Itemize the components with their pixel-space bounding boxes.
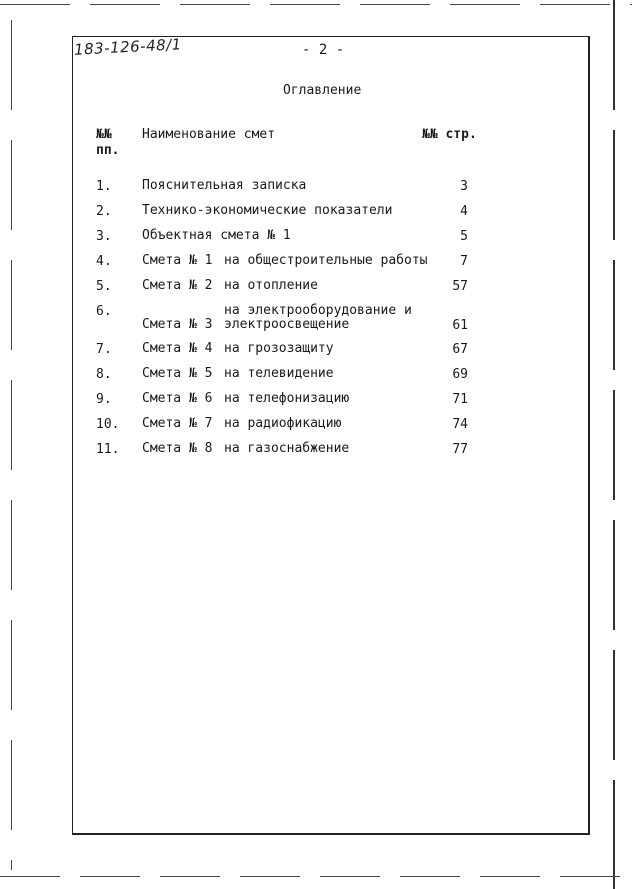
item-page: 57 [452, 279, 468, 294]
item-name [142, 342, 334, 356]
item-number: 11. [96, 442, 120, 457]
item-number: 6. [96, 304, 112, 319]
item-page: 71 [452, 392, 468, 407]
item-page: 5 [460, 229, 468, 244]
item-page: 67 [452, 342, 468, 357]
page-number: - 2 - [302, 42, 345, 58]
list-item [0, 179, 632, 205]
item-number: 4. [96, 254, 112, 269]
item-name [142, 392, 349, 406]
list-item [0, 229, 632, 255]
item-page: 77 [452, 442, 468, 457]
scan-edge-bottom [0, 876, 632, 877]
item-number: 3. [96, 229, 112, 244]
scan-edge-top [0, 4, 632, 5]
item-number: 9. [96, 392, 112, 407]
page-title: Оглавление [283, 83, 362, 98]
list-item [0, 442, 632, 468]
estimate-subject: на радиофикацию [224, 416, 342, 431]
estimate-label: Смета № 5 [142, 366, 213, 381]
item-page: 3 [460, 179, 468, 194]
estimate-label: Смета № 7 [142, 416, 213, 431]
list-item [0, 303, 632, 333]
item-name [142, 279, 318, 293]
estimate-subject: на телевидение [224, 366, 334, 381]
estimate-label: Смета № 2 [142, 278, 213, 293]
item-number: 2. [96, 204, 112, 219]
header-name: Наименование смет [142, 127, 276, 142]
item-name [142, 417, 341, 431]
item-page: 7 [460, 254, 468, 269]
document-code: 183-126-48/1 [73, 35, 183, 59]
estimate-subject: на грозозащиту [224, 341, 334, 356]
estimate-subject: на общестроительные работы [224, 253, 428, 268]
item-name: Объектная смета № 1 [142, 228, 291, 243]
list-item [0, 204, 632, 230]
list-item [0, 254, 632, 280]
item-number: 1. [96, 179, 112, 194]
item-name [142, 304, 412, 332]
list-item [0, 279, 632, 305]
item-page: 69 [452, 367, 468, 382]
estimate-subject: на отопление [224, 278, 318, 293]
item-page: 74 [452, 417, 468, 432]
item-number: 7. [96, 342, 112, 357]
item-name: Пояснительная записка [142, 178, 307, 193]
item-number: 5. [96, 279, 112, 294]
item-number: 8. [96, 367, 112, 382]
estimate-subject: на газоснабжение [224, 441, 350, 456]
item-number: 10. [96, 417, 120, 432]
list-item [0, 417, 632, 443]
header-number: №№ пп. [96, 127, 120, 158]
item-name [142, 367, 334, 381]
item-page: 4 [460, 204, 468, 219]
estimate-label: Смета № 8 [142, 441, 213, 456]
estimate-subject: на электрооборудование и электроосвещение [224, 303, 412, 332]
estimate-label: Смета № 1 [142, 253, 213, 268]
item-page: 61 [452, 318, 468, 333]
estimate-label: Смета № 4 [142, 341, 213, 356]
item-name [142, 442, 349, 456]
list-item [0, 342, 632, 368]
list-item [0, 367, 632, 393]
header-page: №№ стр. [422, 127, 477, 142]
estimate-subject: на телефонизацию [224, 391, 350, 406]
item-name [142, 254, 428, 268]
estimate-label: Смета № 3 [142, 317, 213, 332]
list-item [0, 392, 632, 418]
item-name: Технико-экономические показатели [142, 203, 393, 218]
estimate-label: Смета № 6 [142, 391, 213, 406]
